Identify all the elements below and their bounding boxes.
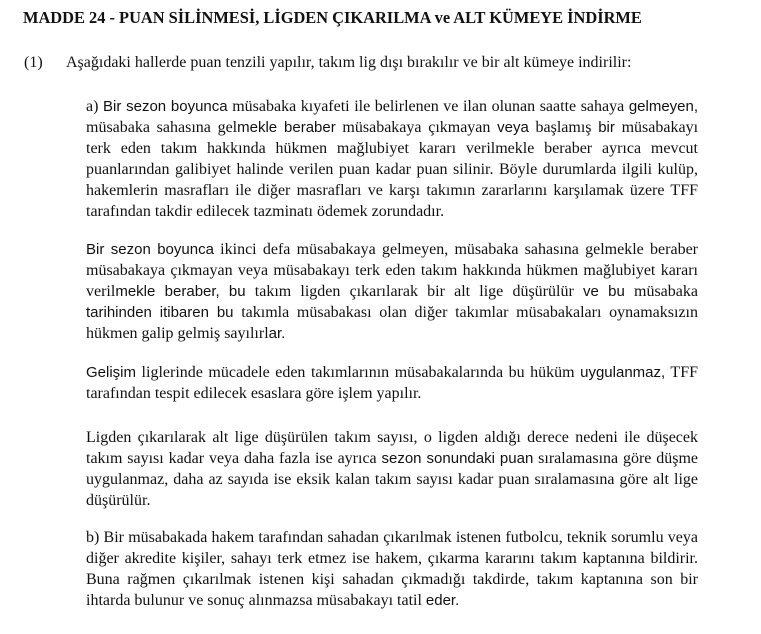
- edited-phrase: tarihinden itibaren bu: [86, 304, 234, 321]
- paragraph-text: Ligden çıkarılarak alt lige düşürülen takım sayısı, o ligden aldığı derece nedeni ile düşecek takım sayısı kadar veya daha fazla ise ayrıca: [86, 429, 698, 467]
- edited-phrase: gelmeyen,: [628, 98, 699, 115]
- clause-number: (1): [24, 54, 43, 71]
- paragraph-relegation-count: [86, 427, 698, 511]
- edited-phrase: bir: [598, 119, 615, 136]
- edited-phrase: sezon sonundaki puan: [381, 450, 534, 467]
- paragraph-text: müsabakayı terk eden takım hakkında hükmen mağlubiyet kararı verilmekle beraber ayrıca mevcut puanlarından galibiyet halinde verilen puan kadar puan silinir. Böyle durumlarda ilgili kulüp, hakemlerin masrafları ile diğer masrafları ve karşı takımın zararlarını karşılamak üzere TFF tarafından takdir edilecek tazminatı ödemek zorundadır.: [86, 119, 699, 220]
- paragraph-text: takım ligden çıkarılarak bir alt lige düşürülür: [245, 283, 583, 300]
- item-label-b: b): [86, 529, 100, 546]
- edited-phrase: Gelişim: [86, 364, 137, 381]
- edited-phrase: Bir sezon boyunca: [86, 241, 214, 258]
- paragraph-text: liglerinde mücadele eden takımlarının müsabakalarında bu hüküm: [136, 364, 581, 381]
- edited-phrase: uygulanmaz,: [580, 364, 666, 381]
- paragraph-a-second: [86, 239, 698, 344]
- paragraph-text: takımla müsabakası olan diğer takımlar müsabakaları oynamaksızın hükmen galip gelmiş sayılırl: [86, 304, 698, 342]
- paragraph-text: müsabaka sahasına gel: [86, 119, 238, 136]
- paragraph-text: ikinci defa müsabakaya gelmeyen, müsabaka sahasına gelmekle beraber müsabakaya çıkmayan veya müsabakayı terk eden takım hakkında hükmen mağlubiyet kararı veril: [86, 241, 698, 300]
- paragraph-text: müsabaka: [624, 283, 698, 300]
- paragraph-development-leagues: [86, 362, 698, 404]
- edited-phrase: Bir sezon boyunca: [103, 98, 228, 115]
- paragraph-text: başlamış: [528, 119, 599, 136]
- edited-phrase: bu: [228, 283, 246, 300]
- edited-phrase: ve bu: [582, 283, 625, 300]
- paragraph-text: [220, 283, 229, 300]
- paragraph-text: müsabaka kıyafeti ile belirlenen ve ilan olunan saatte sahaya: [227, 98, 629, 115]
- edited-phrase: veya: [497, 119, 529, 136]
- item-label-a: a): [86, 98, 99, 115]
- edited-phrase: mekle beraber,: [115, 283, 220, 300]
- paragraph-a-first: [86, 96, 698, 222]
- edited-phrase: eder.: [425, 592, 460, 609]
- paragraph-text: Bir müsabakada hakem tarafından sahadan çıkarılmak istenen futbolcu, teknik sorumlu veya diğer akredite kişiler, sahayı terk etmez ise hakem, çıkarma kararını takım kaptanına bildirir. Buna rağmen çıkarılmak istenen kişi sahadan çıkmadığı takdirde, takım kaptanına son bir ihtarda bulunur ve sonuç alınmazsa müsabakayı tatil: [86, 529, 698, 609]
- edited-phrase: ar.: [268, 325, 286, 342]
- paragraph-text: müsabakaya çıkmayan: [335, 119, 498, 136]
- article-heading: MADDE 24 - PUAN SİLİNMESİ, LİGDEN ÇIKARILMA ve ALT KÜMEYE İNDİRME: [23, 8, 642, 27]
- clause-intro-text: Aşağıdaki hallerde puan tenzili yapılır, takım lig dışı bırakılır ve bir alt kümeye indirilir:: [66, 54, 632, 71]
- edited-phrase: mekle beraber: [237, 119, 336, 136]
- paragraph-text: TFF tarafından tespit edilecek esaslara göre işlem yapılır.: [86, 364, 698, 402]
- clause-intro-row: [24, 54, 744, 72]
- paragraph-b: [86, 527, 698, 611]
- paragraph-text: sıralamasına göre düşme uygulanmaz, daha az sayıda ise eksik kalan takım sayısı kadar puan sıralamasına göre alt lige düşürülür.: [86, 450, 699, 509]
